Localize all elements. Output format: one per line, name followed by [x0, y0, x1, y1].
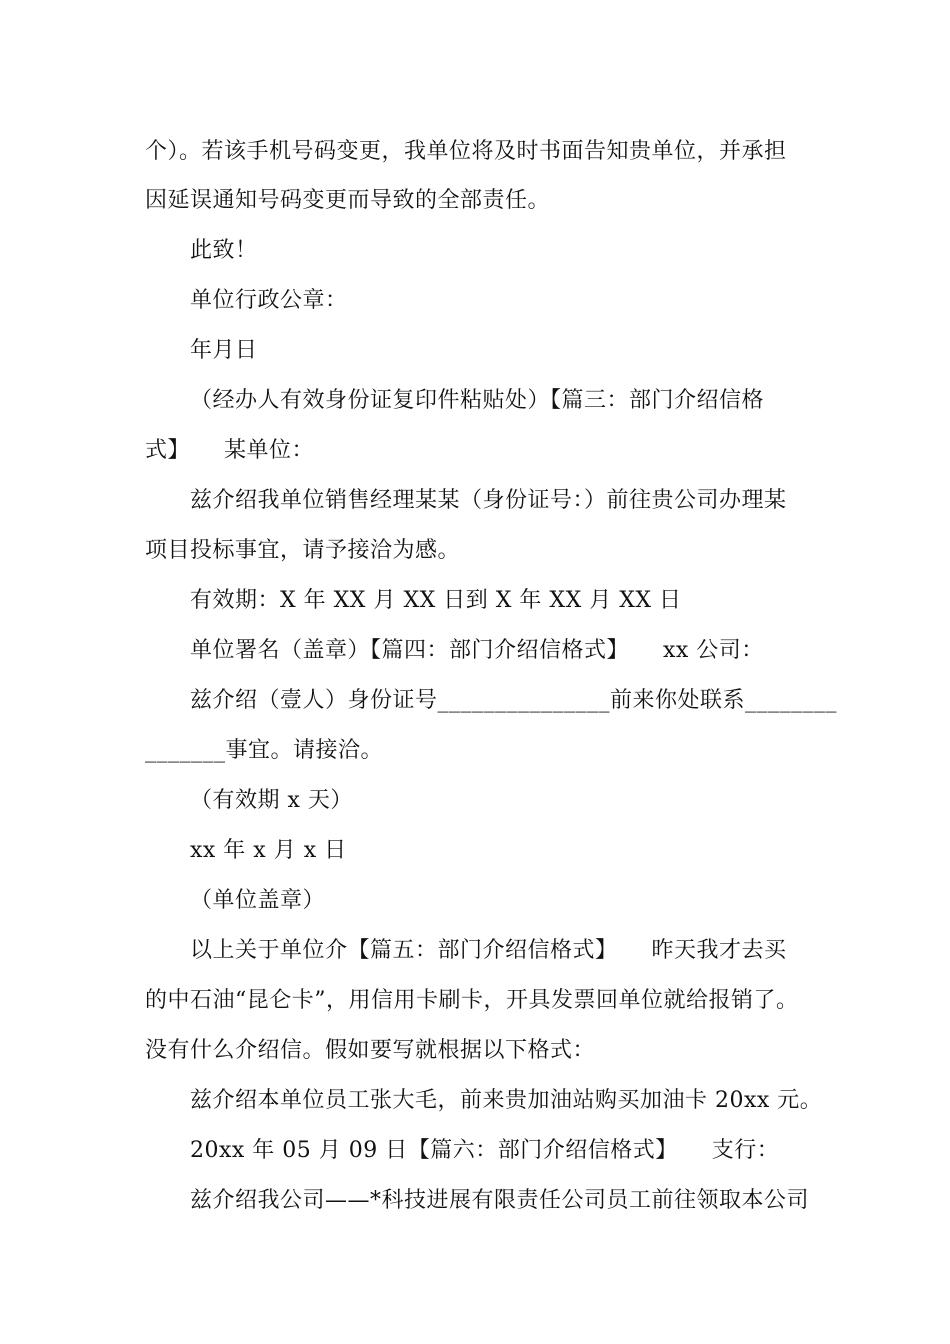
- paragraph-line: 兹介绍本单位员工张大毛，前来贵加油站购买加油卡 20xx 元。: [190, 1088, 823, 1113]
- closing-salutation: 此致！: [190, 238, 258, 263]
- paragraph-line: 个）。若该手机号码变更，我单位将及时书面告知贵单位，并承担: [145, 139, 787, 164]
- seal-line: （单位盖章）: [190, 888, 326, 913]
- date-line: xx 年 x 月 x 日: [190, 838, 347, 863]
- paragraph-line: 以上关于单位介【篇五：部门介绍信格式】 昨天我才去买: [190, 938, 787, 963]
- paragraph-line: 兹介绍我单位销售经理某某（身份证号：）前往贵公司办理某: [190, 488, 787, 513]
- validity-line: 有效期：X 年 XX 月 XX 日到 X 年 XX 月 XX 日: [190, 588, 682, 613]
- paragraph-line: 兹介绍我公司——*科技进展有限责任公司员工前往领取本公司: [190, 1188, 810, 1213]
- paragraph-line: 的中石油“昆仑卡”，用信用卡刷卡，开具发票回单位就给报销了。: [145, 988, 799, 1013]
- date-label: 年月日: [190, 338, 258, 363]
- paragraph-line: 因延误通知号码变更而导致的全部责任。: [145, 188, 551, 213]
- seal-label: 单位行政公章：: [190, 288, 348, 313]
- paragraph-line: _______事宜。请接洽。: [145, 738, 384, 763]
- paragraph-line: 式】 某单位：: [145, 438, 315, 463]
- validity-line: （有效期 x 天）: [190, 788, 353, 813]
- paragraph-line: （经办人有效身份证复印件粘贴处）【篇三：部门介绍信格: [190, 388, 765, 413]
- paragraph-line: 没有什么介绍信。假如要写就根据以下格式：: [145, 1038, 596, 1063]
- paragraph-line: 20xx 年 05 月 09 日【篇六：部门介绍信格式】 支行：: [190, 1138, 780, 1163]
- paragraph-line: 项目投标事宜，请予接洽为感。: [145, 538, 461, 563]
- paragraph-line: 单位署名（盖章）【篇四：部门介绍信格式】 xx 公司：: [190, 638, 764, 663]
- paragraph-line: 兹介绍（壹人）身份证号_______________前来你处联系________: [190, 688, 838, 713]
